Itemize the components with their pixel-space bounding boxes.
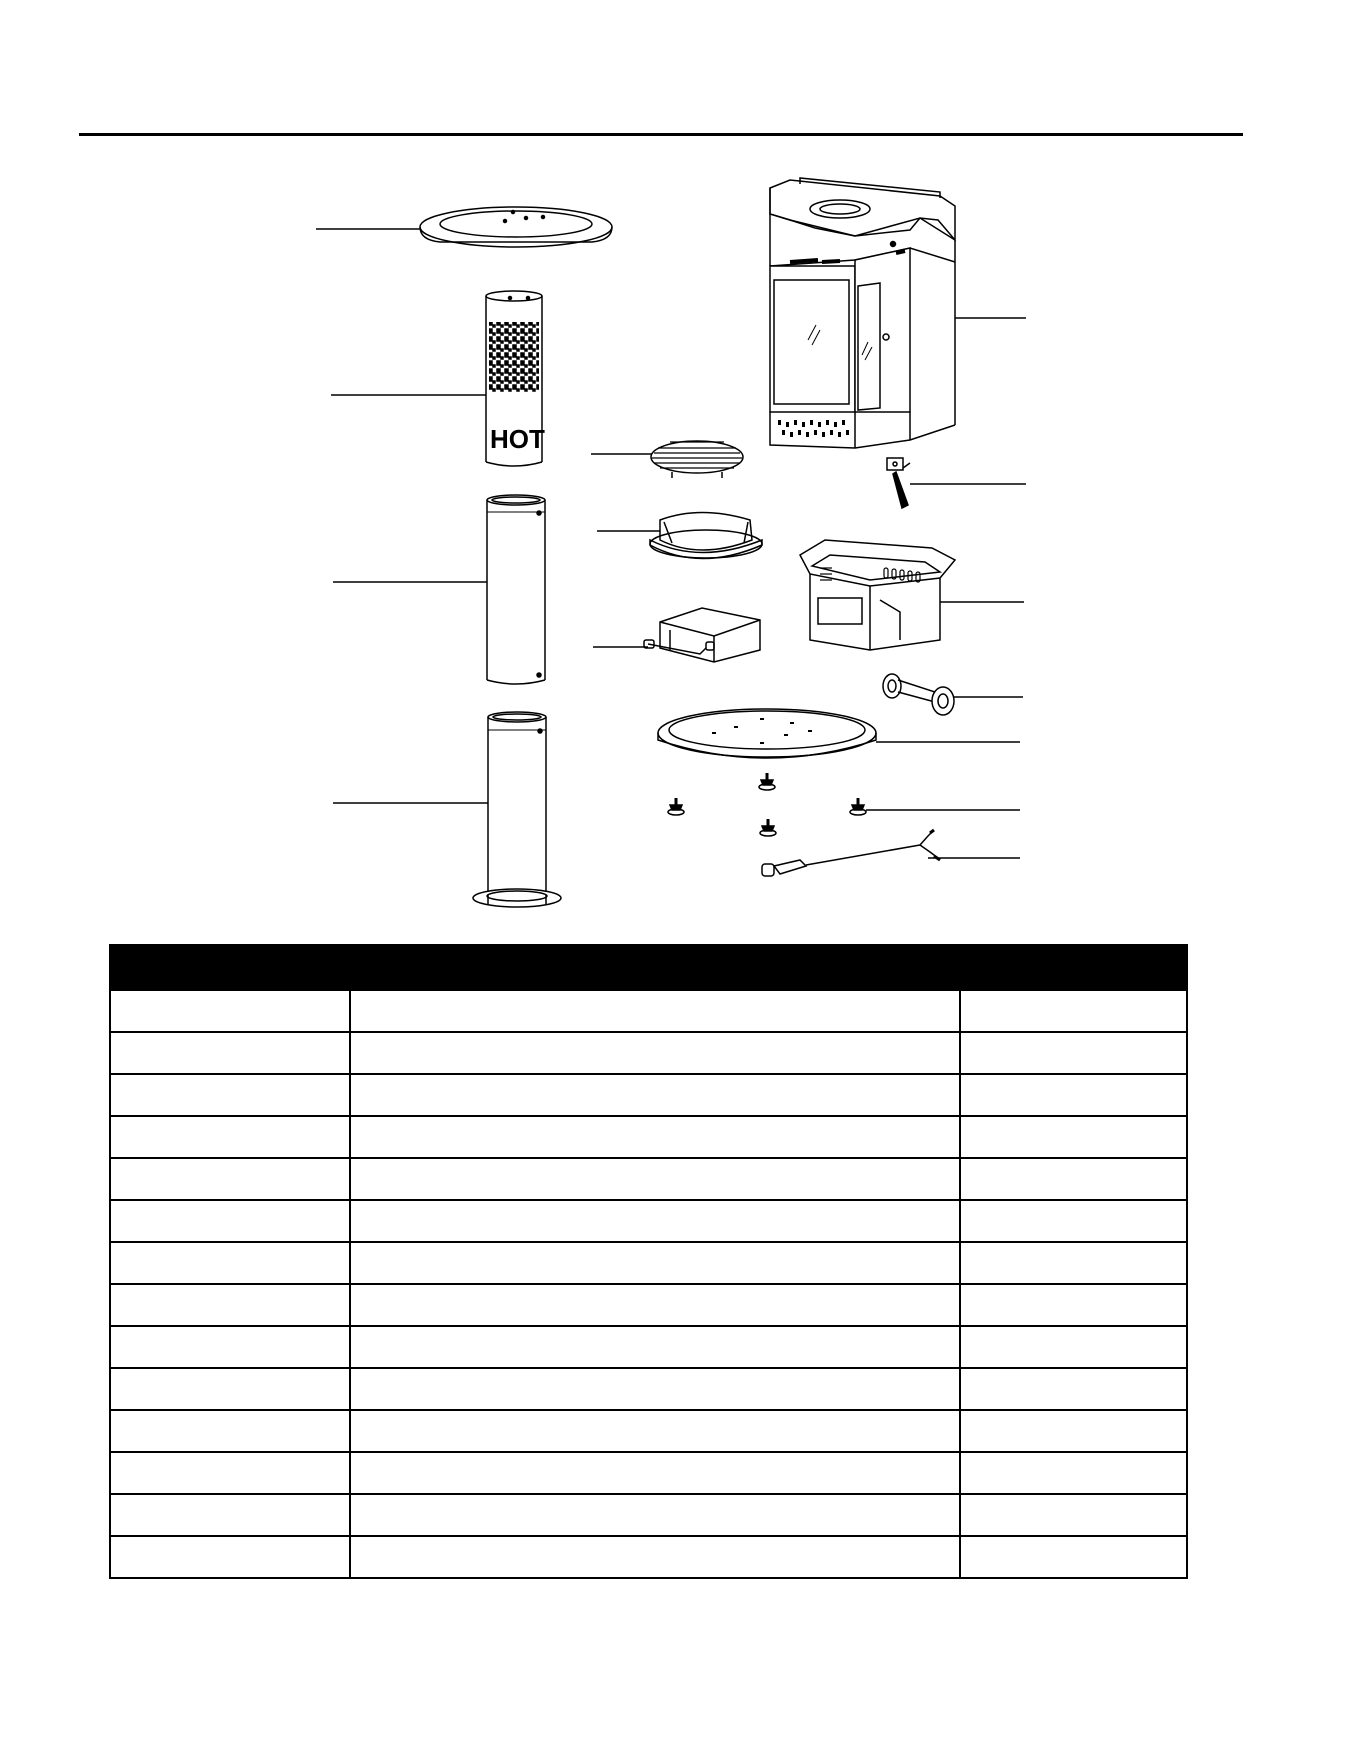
table-row xyxy=(110,1242,1187,1284)
table-cell xyxy=(350,1410,960,1452)
table-cell xyxy=(960,1242,1187,1284)
table-cell xyxy=(350,1494,960,1536)
table-cell xyxy=(110,1242,350,1284)
part-igniter-wire xyxy=(762,830,940,876)
table-cell xyxy=(110,1536,350,1578)
part-lower-post xyxy=(473,712,561,907)
table-cell xyxy=(350,1536,960,1578)
table-cell xyxy=(110,1158,350,1200)
table-cell xyxy=(110,1200,350,1242)
table-cell xyxy=(960,1494,1187,1536)
table-cell xyxy=(110,990,350,1032)
part-perforated-tube xyxy=(486,291,545,466)
part-wheel-assembly xyxy=(883,674,954,715)
part-cylinder-housing xyxy=(800,540,955,650)
table-row xyxy=(110,1494,1187,1536)
table-cell xyxy=(350,990,960,1032)
table-cell xyxy=(960,1284,1187,1326)
table-cell xyxy=(960,1410,1187,1452)
table-cell xyxy=(960,990,1187,1032)
table-cell xyxy=(110,1074,350,1116)
part-top-reflector xyxy=(420,207,612,247)
table-row xyxy=(110,990,1187,1032)
part-ash-tray xyxy=(644,608,760,662)
part-grate xyxy=(651,441,743,478)
table-cell xyxy=(350,1326,960,1368)
foot-1 xyxy=(668,798,684,815)
table-cell xyxy=(350,1074,960,1116)
table-row xyxy=(110,1368,1187,1410)
table-cell xyxy=(350,1368,960,1410)
table-row xyxy=(110,1452,1187,1494)
table-row xyxy=(110,1410,1187,1452)
table-cell xyxy=(350,1452,960,1494)
header-cell-2 xyxy=(350,945,960,990)
header-cell-3 xyxy=(960,945,1187,990)
table-cell xyxy=(110,1494,350,1536)
header-cell-1 xyxy=(110,945,350,990)
part-burner-bowl xyxy=(650,513,762,559)
table-row xyxy=(110,1158,1187,1200)
table-cell xyxy=(350,1116,960,1158)
table-row xyxy=(110,1536,1187,1578)
table-header-row xyxy=(110,945,1187,990)
table-cell xyxy=(110,1368,350,1410)
table-cell xyxy=(110,1452,350,1494)
table-row xyxy=(110,1116,1187,1158)
foot-4 xyxy=(760,819,776,836)
table-cell xyxy=(110,1410,350,1452)
table-row xyxy=(110,1200,1187,1242)
table-cell xyxy=(960,1074,1187,1116)
part-upper-post xyxy=(487,495,545,684)
part-leveling-feet xyxy=(668,773,866,836)
part-control-valve xyxy=(887,458,910,508)
table-cell xyxy=(350,1284,960,1326)
table-cell xyxy=(960,1158,1187,1200)
table-cell xyxy=(960,1200,1187,1242)
table-cell xyxy=(110,1326,350,1368)
table-cell xyxy=(110,1284,350,1326)
table-row xyxy=(110,1032,1187,1074)
foot-2 xyxy=(759,773,775,790)
table-cell xyxy=(960,1536,1187,1578)
table-cell xyxy=(350,1200,960,1242)
table-row xyxy=(110,1326,1187,1368)
part-base-plate xyxy=(658,709,876,758)
foot-3 xyxy=(850,798,866,815)
table-cell xyxy=(960,1452,1187,1494)
table-cell xyxy=(960,1326,1187,1368)
parts-list-table xyxy=(109,944,1188,1579)
table-cell xyxy=(350,1242,960,1284)
table-cell xyxy=(960,1368,1187,1410)
table-cell xyxy=(350,1158,960,1200)
hot-label: HOT xyxy=(490,424,545,454)
table-cell xyxy=(350,1032,960,1074)
table-cell xyxy=(110,1116,350,1158)
table-row xyxy=(110,1284,1187,1326)
table-row xyxy=(110,1074,1187,1116)
table-cell xyxy=(110,1032,350,1074)
part-heater-body xyxy=(770,178,955,448)
table-cell xyxy=(960,1032,1187,1074)
table-cell xyxy=(960,1116,1187,1158)
